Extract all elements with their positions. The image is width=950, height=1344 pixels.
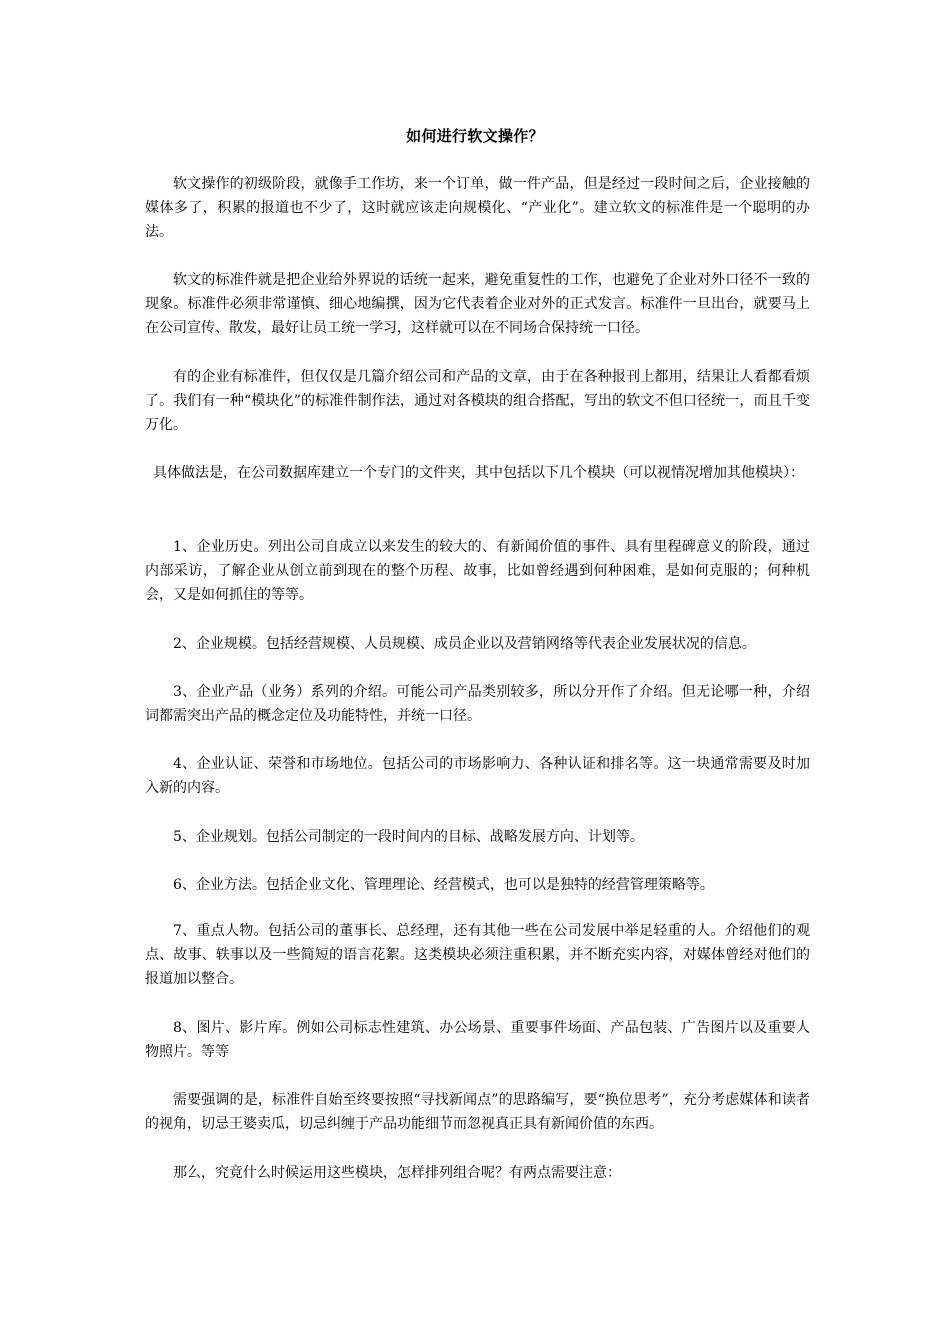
paragraph-module-5: 5、企业规划。包括公司制定的一段时间内的目标、战略发展方向、计划等。 (173, 829, 644, 845)
paragraph-module-8: 8、图片、影片库。例如公司标志性建筑、办公场景、重要事件场面、产品包装、广告图片以及重要人物照片。等等 (145, 1020, 810, 1060)
paragraph-2: 软文的标准件就是把企业给外界说的话统一起来，避免重复性的工作，也避免了企业对外口径不一致的现象。标准件必须非常谨慎、细心地编撰，因为它代表着企业对外的正式发言。标准件一旦出台，就要马上在公司宣传、散发，最好让员工统一学习，这样就可以在不同场合保持统一口径。 (145, 272, 810, 336)
paragraph-emphasis: 需要强调的是，标准件自始至终要按照“寻找新闻点”的思路编写，要“换位思考”，充分考虑媒体和读者的视角，切忌王婆卖瓜，切忌纠缠于产品功能细节而忽视真正具有新闻价值的东西。 (145, 1092, 810, 1132)
paragraph-module-4: 4、企业认证、荣誉和市场地位。包括公司的市场影响力、各种认证和排名等。这一块通常需要及时加入新的内容。 (145, 756, 810, 796)
paragraph-1: 软文操作的初级阶段，就像手工作坊，来一个订单，做一件产品，但是经过一段时间之后，企业接触的媒体多了，积累的报道也不少了，这时就应该走向规模化、“产业化”。建立软文的标准件是一个聪明的办法。 (145, 176, 810, 240)
paragraph-module-3: 3、企业产品（业务）系列的介绍。可能公司产品类别较多，所以分开作了介绍。但无论哪一种，介绍词都需突出产品的概念定位及功能特性，并统一口径。 (145, 684, 810, 724)
paragraph-module-7: 7、重点人物。包括公司的董事长、总经理，还有其他一些在公司发展中举足轻重的人。介绍他们的观点、故事、轶事以及一些简短的语言花絮。这类模块必须注重积累，并不断充实内容，对媒体曾经对他们的报道加以整合。 (145, 923, 810, 987)
page-title: 如何进行软文操作？ (406, 127, 544, 145)
paragraph-module-6: 6、企业方法。包括企业文化、管理理论、经营模式，也可以是独特的经营管理策略等。 (173, 877, 714, 893)
paragraph-module-2: 2、企业规模。包括经营规模、人员规模、成员企业以及营销网络等代表企业发展状况的信息。 (173, 636, 756, 652)
paragraph-question: 那么，究竟什么时候运用这些模块，怎样排列组合呢？有两点需要注意： (173, 1165, 621, 1181)
paragraph-4: 具体做法是，在公司数据库建立一个专门的文件夹，其中包括以下几个模块（可以视情况增加其他模块）： (153, 465, 804, 481)
paragraph-module-1: 1、企业历史。列出公司自成立以来发生的较大的、有新闻价值的事件、具有里程碑意义的阶段，通过内部采访，了解企业从创立前到现在的整个历程、故事，比如曾经遇到何种困难，是如何克服的；何种机会，又是如何抓住的等等。 (145, 539, 810, 603)
paragraph-3: 有的企业有标准件，但仅仅是几篇介绍公司和产品的文章，由于在各种报刊上都用，结果让人看都看烦了。我们有一种“模块化”的标准件制作法，通过对各模块的组合搭配，写出的软文不但口径统一，而且千变万化。 (145, 369, 810, 433)
